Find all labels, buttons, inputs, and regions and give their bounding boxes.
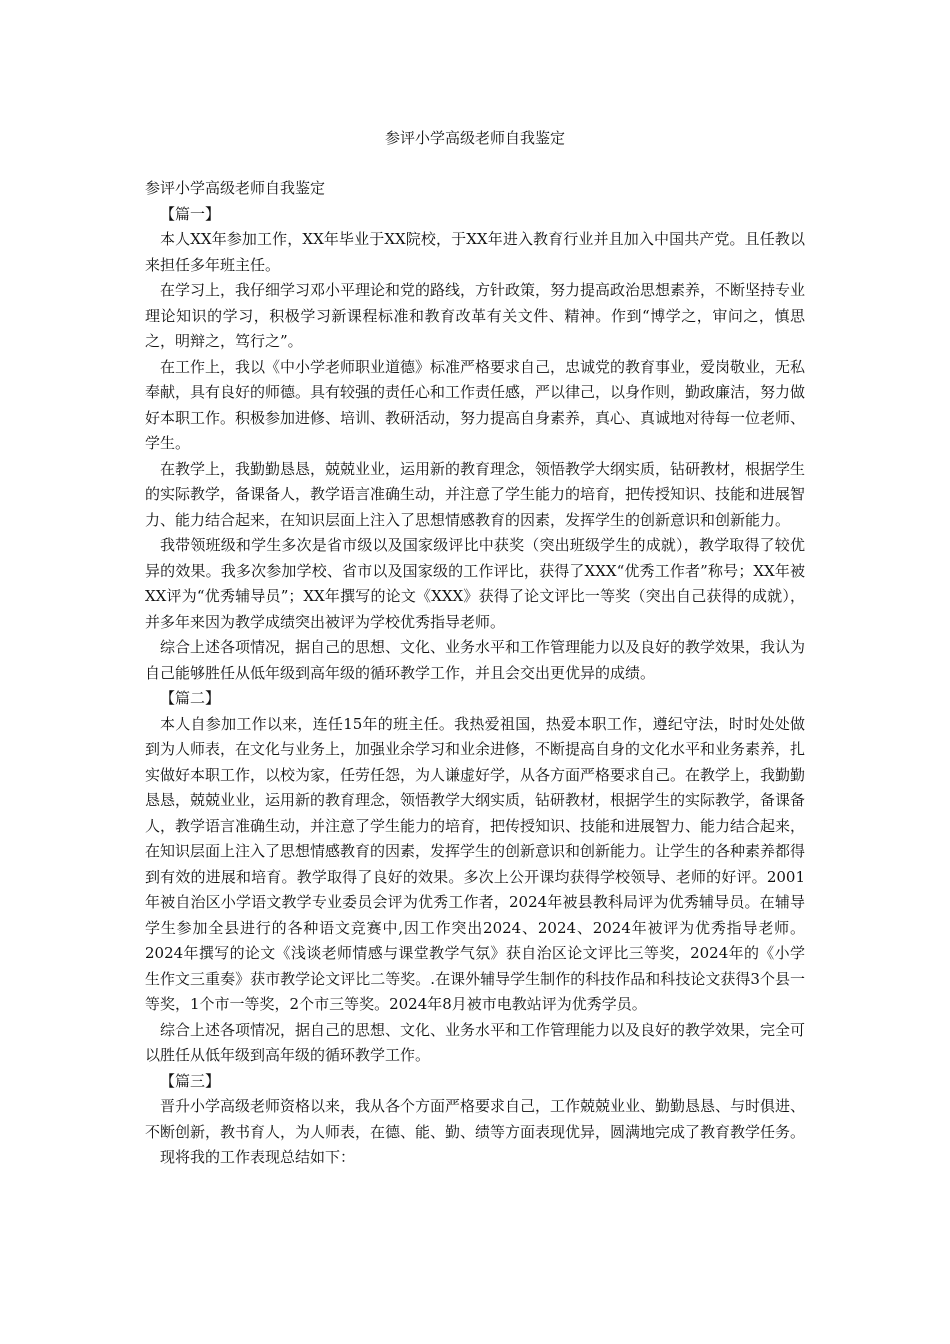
paragraph: 参评小学高级老师自我鉴定 [145, 179, 326, 197]
paragraph: 现将我的工作表现总结如下： [160, 1148, 356, 1166]
section-heading: 【篇一】 [160, 204, 221, 223]
paragraph: 综合上述各项情况，据自己的思想、文化、业务水平和工作管理能力以及良好的教学效果，完全可以胜任从低年级到高年级的循环教学工作。 [145, 1020, 806, 1064]
section-heading: 【篇二】 [160, 689, 221, 707]
paragraph: 本人自参加工作以来，连任15年的班主任。我热爱祖国，热爱本职工作，遵纪守法，时时处处做到为人师表，在文化与业务上，加强业余学习和业余进修，不断提高自身的文化水平和业务素养，扎实做好本职工作，以校为家，任劳任怨，为人谦虚好学，从各方面严格要求自己。在教学上，我勤勤恳恳，兢兢业业，运用新的教育理念，领悟教学大纲实质，钻研教材，根据学生的实际教学，备课备人，教学语言准确生动，并注意了学生能力的培育，把传授知识、技能和进展智力、能力结合起来，在知识层面上注入了思想情感教育的因素，发挥学生的创新意识和创新能力。让学生的各种素养都得到有效的进展和培育。教学取得了良好的效果。多次上公开课均获得学校领导、老师的好评。2001年被自治区小学语文教学专业委员会评为优秀工作者，2024年被县教科局评为优秀辅导员。在辅导学生参加全县进行的各种语文竞赛中,因工作突出2024、2024、2024年被评为优秀指导老师。2024年撰写的论文《浅谈老师情感与课堂教学气氛》获自治区论文评比三等奖，2024年的《小学生作文三重奏》获市教学论文评比二等奖。.在课外辅导学生制作的科技作品和科技论文获得3个县一等奖，1个市一等奖，2个市三等奖。2024年8月被市电教站评为优秀学员。 [145, 714, 806, 1013]
paragraph: 晋升小学高级老师资格以来，我从各个方面严格要求自己，工作兢兢业业、勤勤恳恳、与时俱进、不断创新，教书育人，为人师表，在德、能、勤、绩等方面表现优异，圆满地完成了教育教学任务。 [145, 1097, 806, 1141]
document-body [145, 176, 805, 1171]
section-heading: 【篇三】 [160, 1071, 221, 1090]
paragraph: 在教学上，我勤勤恳恳，兢兢业业，运用新的教育理念，领悟教学大纲实质，钻研教材，根据学生的实际教学，备课备人，教学语言准确生动，并注意了学生能力的培育，把传授知识、技能和进展智力、能力结合起来，在知识层面上注入了思想情感教育的因素，发挥学生的创新意识和创新能力。 [145, 459, 806, 529]
paragraph: 我带领班级和学生多次是省市级以及国家级评比中获奖（突出班级学生的成就），教学取得了较优异的效果。我多次参加学校、省市以及国家级的工作评比，获得了XXX“优秀工作者”称号；XX年被XX评为“优秀辅导员”；XX年撰写的论文《XXX》获得了论文评比一等奖（突出自己获得的成就），并多年来因为教学成绩突出被评为学校优秀指导老师。 [145, 536, 805, 631]
paragraph: 综合上述各项情况，据自己的思想、文化、业务水平和工作管理能力以及良好的教学效果，我认为自己能够胜任从低年级到高年级的循环教学工作，并且会交出更优异的成绩。 [145, 638, 806, 682]
paragraph: 在学习上，我仔细学习邓小平理论和党的路线，方针政策，努力提高政治思想素养，不断坚持专业理论知识的学习，积极学习新课程标准和教育改革有关文件、精神。作到“博学之，审问之，慎思之，明辩之，笃行之”。 [145, 281, 806, 350]
paragraph: 本人XX年参加工作，XX年毕业于XX院校，于XX年进入教育行业并且加入中国共产党。且任教以来担任多年班主任。 [145, 230, 805, 274]
page-title: 参评小学高级老师自我鉴定 [384, 129, 565, 147]
paragraph: 在工作上，我以《中小学老师职业道德》标准严格要求自己，忠诚党的教育事业，爱岗敬业，无私奉献，具有良好的师德。具有较强的责任心和工作责任感，严以律己，以身作则，勤政廉洁，努力做好本职工作。积极参加进修、培训、教研活动，努力提高自身素养，真心、真诚地对待每一位老师、学生。 [145, 357, 806, 452]
